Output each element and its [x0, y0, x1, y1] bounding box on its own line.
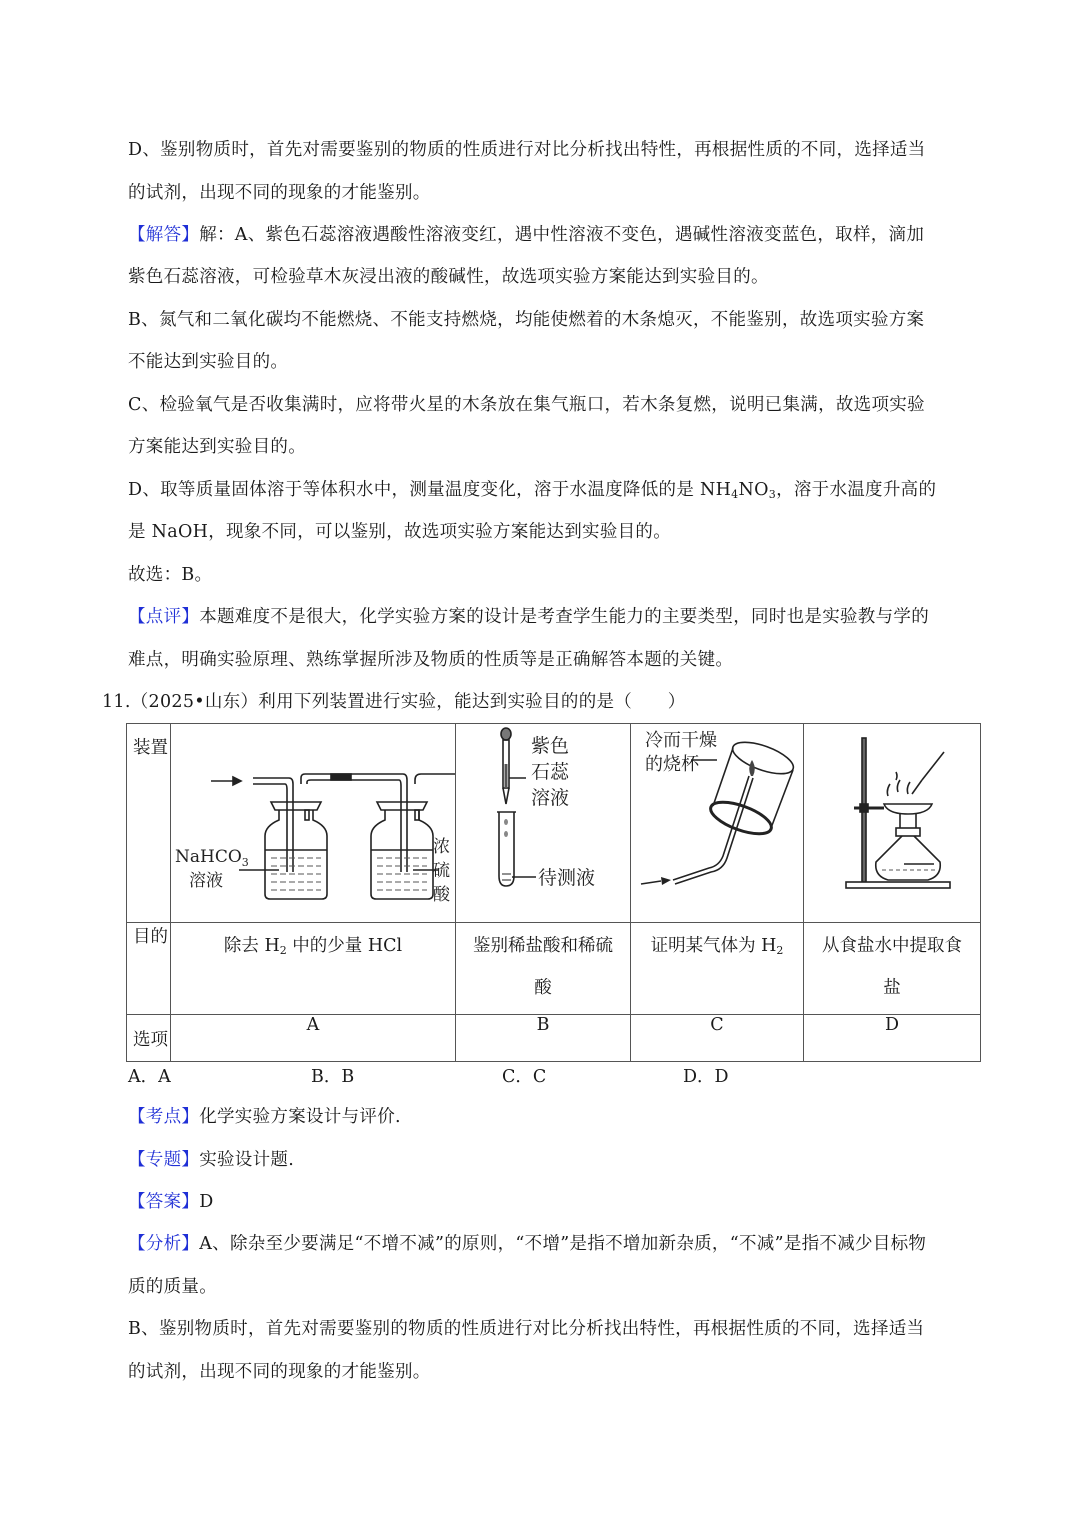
choice-a[interactable]: A．A	[128, 1067, 171, 1087]
choice-d[interactable]: D．D	[683, 1067, 729, 1087]
analysis-d-line1: D、鉴别物质时，首先对需要鉴别的物质的性质进行对比分析找出特性，再根据性质的不同，选择适当	[128, 140, 926, 160]
option-row	[127, 1015, 981, 1062]
fenxi-b-line2: 的试剂，出现不同的现象的才能鉴别。	[128, 1362, 431, 1382]
fenxi-b-line1: B、鉴别物质时，首先对需要鉴别的物质的性质进行对比分析找出特性，再根据性质的不同，选择适当	[128, 1319, 925, 1339]
question-number: 11.	[102, 692, 131, 712]
svg-text:的烧杯: 的烧杯	[645, 754, 699, 775]
experiment-table	[126, 723, 981, 1062]
purpose-a: 除去 $H_2$ 中的少量 HCl	[171, 923, 456, 1015]
solution-d-line2: 是 NaOH，现象不同，可以鉴别，故选项实验方案能达到实验目的。	[128, 522, 672, 542]
comment-line2: 难点，明确实验原理、熟练掌握所涉及物质的性质等是正确解答本题的关键。	[128, 650, 734, 670]
apparatus-b	[456, 724, 631, 923]
solution-tag: 【解答】	[128, 225, 200, 245]
zhuanti-tag: 【专题】	[128, 1150, 200, 1170]
daan-tag: 【答案】	[128, 1192, 200, 1212]
svg-text:浓: 浓	[433, 837, 450, 857]
purpose-c: 证明某气体为 $H_2$	[631, 923, 804, 1015]
solution-a-line2: 紫色石蕊溶液，可检验草木灰浸出液的酸碱性，故选项实验方案能达到实验目的。	[128, 267, 769, 287]
solution-a-line1	[128, 223, 924, 247]
option-a: A	[171, 1015, 456, 1062]
option-d: D	[804, 1015, 981, 1062]
option-b: B	[456, 1015, 631, 1062]
svg-text:溶液: 溶液	[189, 871, 223, 891]
apparatus-d	[804, 724, 981, 923]
apparatus-c	[631, 724, 804, 923]
gas-washing-bottles-icon	[171, 724, 455, 912]
fenxi-a-line2: 质的质量。	[128, 1277, 217, 1297]
solution-d-line1: D、取等质量固体溶于等体积水中，测量温度变化，溶于水温度降低的是 $NH_4NO_3$，溶于水温度升高的	[128, 480, 937, 501]
solution-b-line1: B、氮气和二氧化碳均不能燃烧、不能支持燃烧，均能使燃着的木条熄灭，不能鉴别，故选项实验方案	[128, 310, 925, 330]
kaodian-tag: 【考点】	[128, 1107, 200, 1127]
question-text: 利用下列装置进行实验，能达到实验目的的是（ ）	[258, 692, 686, 712]
kaodian-line: 【考点】化学实验方案设计与评价.	[128, 1107, 401, 1127]
comment-tag: 【点评】	[128, 607, 200, 627]
comment-line1: 【点评】本题难度不是很大，化学实验方案的设计是考查学生能力的主要类型，同时也是实验教与学的	[128, 607, 929, 627]
question-stem	[102, 690, 686, 714]
svg-text:硫: 硫	[433, 861, 450, 881]
solution-b-line2: 不能达到实验目的。	[128, 352, 289, 372]
svg-text:石蕊: 石蕊	[531, 761, 570, 783]
row-label-apparatus: 装置	[127, 724, 171, 923]
daan-line: 【答案】D	[128, 1192, 214, 1212]
row-label-purpose: 目的	[127, 923, 171, 1015]
choice-c[interactable]: C．C	[502, 1067, 547, 1087]
solution-choice: 故选：B。	[128, 565, 213, 585]
svg-text:紫色: 紫色	[531, 735, 570, 757]
svg-text:酸: 酸	[433, 885, 450, 905]
fenxi-a-line1: 【分析】A、除杂至少要满足“不增不减”的原则，“不增”是指不增加新杂质，“不减”是指不减少目标物	[128, 1234, 927, 1254]
solution-a-text: 解：A、紫色石蕊溶液遇酸性溶液变红，遇中性溶液不变色，遇碱性溶液变蓝色，取样，滴加	[199, 225, 925, 245]
option-c: C	[631, 1015, 804, 1062]
svg-text:溶液: 溶液	[531, 787, 570, 809]
zhuanti-line: 【专题】实验设计题.	[128, 1150, 295, 1170]
evaporation-setup-icon	[804, 724, 980, 912]
solution-c-line2: 方案能达到实验目的。	[128, 437, 306, 457]
question-source: （2025•山东）	[130, 692, 259, 712]
apparatus-a	[171, 724, 456, 923]
analysis-d-line2: 的试剂，出现不同的现象的才能鉴别。	[128, 183, 431, 203]
apparatus-row	[127, 724, 981, 923]
purpose-b: 鉴别稀盐酸和稀硫 酸	[456, 923, 631, 1015]
purpose-row	[127, 923, 981, 1015]
fenxi-tag: 【分析】	[128, 1234, 200, 1254]
choice-b[interactable]: B．B	[311, 1067, 355, 1087]
svg-text:冷而干燥: 冷而干燥	[645, 730, 717, 751]
solution-c-line1: C、检验氧气是否收集满时，应将带火星的木条放在集气瓶口，若木条复燃，说明已集满，故选项实验	[128, 395, 925, 415]
inverted-beaker-flame-icon	[631, 724, 803, 912]
dropper-test-tube-icon	[456, 724, 630, 912]
nahco3-label: NaHCO$_3$	[175, 847, 249, 869]
purpose-d: 从食盐水中提取食 盐	[804, 923, 981, 1015]
svg-text:待测液: 待测液	[538, 867, 596, 889]
row-label-option: 选项	[127, 1015, 171, 1062]
